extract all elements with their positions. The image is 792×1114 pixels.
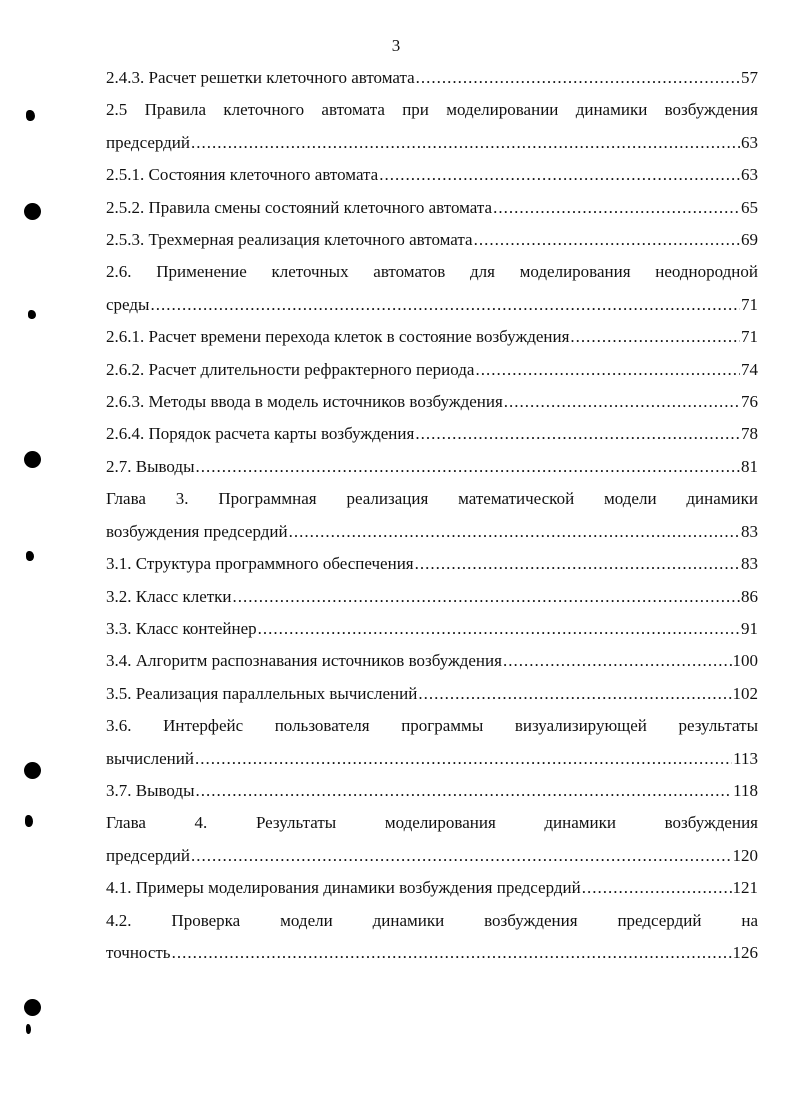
toc-entry-page: 71: [741, 294, 758, 314]
toc-entry-page: 118: [733, 780, 758, 800]
binder-hole: [24, 451, 41, 468]
toc-entry-page: 74: [741, 359, 758, 379]
toc-entry-page: 83: [741, 554, 758, 574]
leader-dots: [415, 548, 740, 580]
toc-entry-title: 3.5. Реализация параллельных вычислений: [106, 683, 418, 703]
toc-entry: [106, 386, 758, 418]
binder-hole: [24, 999, 41, 1016]
binder-hole: [24, 762, 41, 779]
toc-entry-page: 78: [741, 424, 758, 444]
leader-dots: [475, 354, 740, 386]
toc-entry: [106, 483, 758, 548]
toc-entry-page: 102: [732, 683, 758, 703]
leader-dots: [503, 645, 732, 677]
toc-entry: [106, 224, 758, 256]
toc-entry-title: среды: [106, 294, 150, 314]
scan-speck: [26, 551, 34, 561]
toc-entry-page: 126: [732, 942, 758, 962]
toc-entry-first-line: 2.6. Применение клеточных автоматов для моделирования неоднородной: [106, 262, 758, 282]
leader-dots: [504, 386, 740, 418]
toc-entry-page: 86: [741, 586, 758, 606]
toc-entry-title: предсердий: [106, 845, 190, 865]
toc-entry: [106, 451, 758, 483]
leader-dots: [415, 418, 740, 450]
leader-dots: [289, 516, 740, 548]
leader-dots: [196, 451, 740, 483]
toc-entry: [106, 807, 758, 872]
table-of-contents: [106, 62, 758, 969]
toc-entry-page: 113: [733, 748, 758, 768]
toc-entry-title: предсердий: [106, 132, 190, 152]
leader-dots: [582, 872, 732, 904]
toc-entry-title: 4.1. Примеры моделирования динамики возбуждения предсердий: [106, 878, 581, 898]
toc-entry-first-line: 2.5 Правила клеточного автомата при моделировании динамики возбуждения: [106, 100, 758, 120]
leader-dots: [172, 937, 732, 969]
toc-entry-title: 2.7. Выводы: [106, 456, 195, 476]
toc-entry: [106, 256, 758, 321]
toc-entry: [106, 678, 758, 710]
toc-entry-title: 3.4. Алгоритм распознавания источников возбуждения: [106, 651, 502, 671]
toc-entry: [106, 645, 758, 677]
toc-entry-page: 71: [741, 327, 758, 347]
toc-entry: [106, 581, 758, 613]
toc-entry: [106, 905, 758, 970]
toc-entry: [106, 321, 758, 353]
leader-dots: [233, 581, 740, 613]
scan-speck: [28, 310, 36, 319]
toc-entry-title: возбуждения предсердий: [106, 521, 288, 541]
toc-entry-title: точность: [106, 942, 171, 962]
toc-entry-title: 2.5.3. Трехмерная реализация клеточного автомата: [106, 230, 473, 250]
page-number: 3: [391, 36, 401, 55]
toc-entry-title: 2.6.4. Порядок расчета карты возбуждения: [106, 424, 415, 444]
leader-dots: [150, 289, 740, 321]
toc-entry: [106, 418, 758, 450]
toc-entry-first-line: Глава 3. Программная реализация математической модели динамики: [106, 489, 758, 509]
leader-dots: [191, 840, 732, 872]
toc-entry-title: 3.1. Структура программного обеспечения: [106, 554, 414, 574]
toc-entry-page: 100: [732, 651, 758, 671]
toc-entry: [106, 710, 758, 775]
toc-entry-page: 63: [741, 132, 758, 152]
scan-speck: [26, 1024, 31, 1034]
toc-entry-page: 76: [741, 392, 758, 412]
leader-dots: [196, 775, 733, 807]
toc-entry: [106, 775, 758, 807]
leader-dots: [474, 224, 740, 256]
toc-entry-title: 2.6.2. Расчет длительности рефрактерного периода: [106, 359, 475, 379]
toc-entry-page: 81: [741, 456, 758, 476]
leader-dots: [379, 159, 740, 191]
toc-entry-title: 3.3. Класс контейнер: [106, 618, 257, 638]
toc-entry-page: 83: [741, 521, 758, 541]
leader-dots: [191, 127, 740, 159]
toc-entry-title: вычислений: [106, 748, 194, 768]
toc-entry-title: 2.5.1. Состояния клеточного автомата: [106, 165, 379, 185]
leader-dots: [418, 678, 731, 710]
leader-dots: [493, 192, 740, 224]
toc-entry-title: 3.7. Выводы: [106, 780, 195, 800]
toc-entry-first-line: 3.6. Интерфейс пользователя программы визуализирующей результаты: [106, 716, 758, 736]
binder-hole: [24, 203, 41, 220]
leader-dots: [416, 62, 740, 94]
toc-entry-page: 69: [741, 230, 758, 250]
toc-entry: [106, 159, 758, 191]
toc-entry-first-line: Глава 4. Результаты моделирования динамики возбуждения: [106, 813, 758, 833]
toc-entry: [106, 192, 758, 224]
toc-entry-page: 65: [741, 197, 758, 217]
toc-entry: [106, 548, 758, 580]
toc-entry-first-line: 4.2. Проверка модели динамики возбуждения предсердий на: [106, 910, 758, 930]
leader-dots: [195, 743, 732, 775]
toc-entry: [106, 872, 758, 904]
toc-entry-title: 2.6.3. Методы ввода в модель источников возбуждения: [106, 392, 503, 412]
scan-speck: [26, 110, 35, 121]
toc-entry-title: 3.2. Класс клетки: [106, 586, 232, 606]
toc-entry-title: 2.4.3. Расчет решетки клеточного автомата: [106, 68, 415, 87]
leader-dots: [570, 321, 740, 353]
toc-entry-title: 2.5.2. Правила смены состояний клеточного автомата: [106, 197, 493, 217]
toc-entry-page: 120: [732, 845, 758, 865]
toc-entry-page: 63: [741, 165, 758, 185]
toc-entry: [106, 354, 758, 386]
toc-entry-page: 91: [741, 618, 758, 638]
toc-entry-page: 121: [732, 878, 758, 898]
scan-speck: [25, 815, 33, 827]
toc-entry-page: 57: [741, 68, 758, 87]
toc-entry-title: 2.6.1. Расчет времени перехода клеток в состояние возбуждения: [106, 327, 570, 347]
leader-dots: [258, 613, 740, 645]
toc-entry: [106, 613, 758, 645]
toc-entry: [106, 94, 758, 159]
toc-entry: [106, 62, 758, 94]
